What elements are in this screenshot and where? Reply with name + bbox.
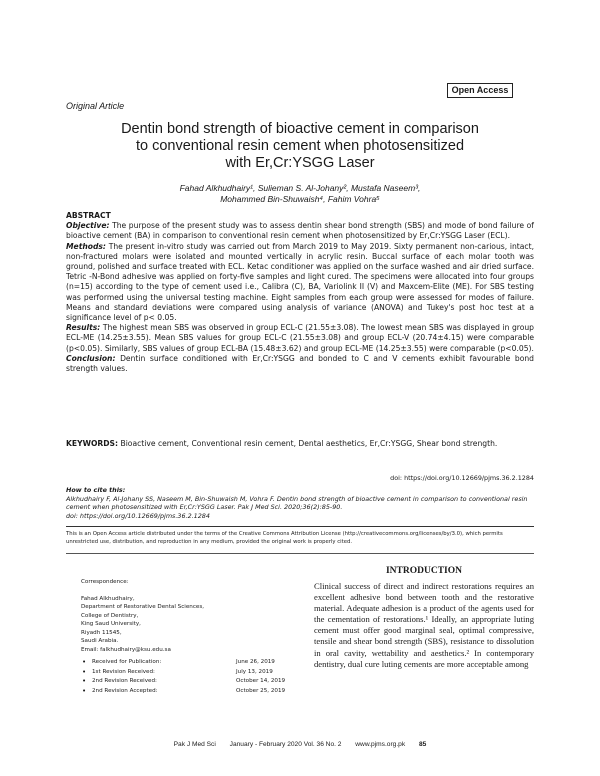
keywords bbox=[66, 439, 534, 449]
authors-line: Fahad Alkhudhairy¹, Sulieman S. Al-Johany², Mustafa Naseem³, bbox=[179, 183, 421, 193]
abstract-heading: ABSTRACT bbox=[66, 211, 111, 220]
date-label: 2nd Revision Accepted: bbox=[92, 687, 158, 694]
authors-line: Mohammed Bin-Shuwaish⁴, Fahim Vohra⁵ bbox=[220, 194, 380, 204]
page-number: 85 bbox=[418, 741, 427, 748]
date-row bbox=[82, 678, 312, 688]
date-row bbox=[82, 659, 312, 669]
correspondence-line: Fahad Alkhudhairy, bbox=[81, 595, 135, 602]
title-line: to conventional resin cement when photosensitized bbox=[135, 138, 465, 154]
footer-site: www.pjms.org.pk bbox=[355, 741, 406, 748]
date-row bbox=[82, 669, 312, 679]
correspondence-line: Saudi Arabia. bbox=[81, 638, 119, 644]
introduction-heading: INTRODUCTION bbox=[385, 566, 462, 576]
submission-dates bbox=[82, 659, 312, 697]
cite-heading: How to cite this: bbox=[66, 486, 126, 494]
footer-issue: January - February 2020 Vol. 36 No. 2 bbox=[229, 741, 342, 748]
abstract-methods bbox=[66, 242, 534, 324]
correspondence-line: College of Dentistry, bbox=[81, 612, 139, 619]
abstract bbox=[66, 211, 534, 374]
abstract-results bbox=[66, 323, 534, 354]
bullet-icon: • bbox=[82, 667, 87, 676]
article-title bbox=[60, 121, 540, 172]
date-label: Received for Publication: bbox=[92, 659, 162, 665]
page-footer bbox=[60, 741, 540, 748]
divider bbox=[66, 526, 534, 527]
date-value: July 13, 2019 bbox=[236, 668, 273, 675]
divider bbox=[66, 553, 534, 554]
bullet-icon: • bbox=[82, 658, 87, 666]
correspondence bbox=[81, 578, 261, 654]
doi-line: doi: https://doi.org/10.12669/pjms.36.2.1284 bbox=[390, 474, 534, 482]
methods-label: Methods: bbox=[66, 241, 106, 251]
how-to-cite bbox=[66, 486, 534, 520]
correspondence-line: Riyadh 11545, bbox=[81, 629, 122, 636]
abstract-conclusion bbox=[66, 354, 534, 374]
open-access-badge: Open Access bbox=[447, 83, 513, 98]
date-value: October 14, 2019 bbox=[236, 678, 286, 684]
introduction-text: Clinical success of direct and indirect restorations requires an excellent adhesive bond between tooth and the restorative material. Adequate adhesion is a product of the agents used for the cementation of restorations.¹ Ideally, an appropriate luting cement must offer good marginal seal, optimal compressive, tensile and shear bond strength (SBS), resistance to dissolution in oral cavity, wettability and aesthetics.² In contemporary dentistry, dual cure luting cements are more acceptable among bbox=[314, 581, 534, 669]
bullet-icon: • bbox=[82, 677, 87, 685]
keywords-text: Bioactive cement, Conventional resin cement, Dental aesthetics, Er,Cr:YSGG, Shear bond strength. bbox=[120, 439, 498, 448]
title-line: with Er,Cr:YSGG Laser bbox=[225, 155, 375, 171]
date-value: October 25, 2019 bbox=[236, 687, 286, 694]
article-type: Original Article bbox=[66, 101, 125, 111]
date-row bbox=[82, 688, 312, 698]
abstract-objective bbox=[66, 221, 534, 241]
objective-text: The purpose of the present study was to assess dentin shear bond strength (SBS) and mode of bond failure of bioactive cement (BA) in comparison to conventional resin cement when photosensitized by Er,Cr:YSGG Laser (ECL). bbox=[66, 221, 534, 241]
license-text: This is an Open Access article distributed under the terms of the Creative Commons Attribution License (http://creativecommons.org/licenses/by/3.0), which permits unrestricted use, distribution, and reproduction in any medium, provided the original work is properly cited. bbox=[66, 531, 503, 545]
cite-doi: doi: https://doi.org/10.12669/pjms.36.2.1284 bbox=[66, 511, 210, 520]
correspondence-line: Department of Restorative Dental Sciences, bbox=[81, 604, 205, 610]
methods-text: The present in-vitro study was carried out from March 2019 to May 2019. Sixty permanent non-carious, intact, non-fractured molars were isolated and mounted vertically in acrylic resin. Buccal surface of each molar tooth was ground, polished and surface treated with ECL. Ketac conditioner was applied on the surface washed and air dried surface. Tetric -N-Bond adhesive was applied on forty-five samples and light cured. The specimens were allocated into four groups (n=15) according to the type of cement used i.e., Calibra (C), BA, Variolink II (V) and Maxcem-Elite (ME). For SBS testing was performed using the universal testing machine. Eight samples from each group were assessed for modes of failure. Means and standard deviations were compared using analysis of variance (ANOVA) and Tukey's post hoc test at a significance level of p< 0.05. bbox=[66, 241, 534, 323]
date-value: June 26, 2019 bbox=[236, 659, 275, 665]
title-line: Dentin bond strength of bioactive cement in comparison bbox=[121, 121, 479, 137]
footer-journal: Pak J Med Sci bbox=[173, 741, 216, 748]
keywords-label: KEYWORDS: bbox=[66, 439, 119, 448]
correspondence-email: Email: falkhudhairy@ksu.edu.sa bbox=[81, 646, 171, 653]
correspondence-line: King Saud University, bbox=[81, 621, 141, 627]
date-label: 1st Revision Received: bbox=[92, 668, 155, 675]
bullet-icon: • bbox=[82, 686, 87, 695]
objective-label: Objective: bbox=[66, 221, 110, 231]
author-list bbox=[60, 183, 540, 205]
conclusion-label: Conclusion: bbox=[66, 353, 116, 363]
results-label: Results: bbox=[66, 323, 101, 333]
cite-text: Alkhudhairy F, Al-Johany SS, Naseem M, Bin-Shuwaish M, Vohra F. Dentin bond strength of bioactive cement in comparison to conventional resin cement when photosensitized with Er,Cr:YSGG Laser. Pak J Med Sci. 2020;36(2):85-90. bbox=[66, 494, 528, 512]
correspondence-heading: Correspondence: bbox=[81, 579, 129, 585]
date-label: 2nd Revision Received: bbox=[92, 678, 157, 684]
results-text: The highest mean SBS was observed in group ECL-C (21.55±3.08). The lowest mean SBS was displayed in group ECL-ME (14.25±3.55). Mean SBS values for group ECL-C (21.55±3.08) and group ECL-V (20.74±4.15) were comparable (p<0.05). Similarly, SBS values of group ECL-BA (15.48±3.62) and group ECL-ME (14.25±3.55) were comparable (p<0.05). bbox=[66, 323, 534, 353]
conclusion-text: Dentin surface conditioned with Er,Cr:YSGG and bonded to C and V cements exhibit favourable bond strength values. bbox=[66, 353, 535, 374]
